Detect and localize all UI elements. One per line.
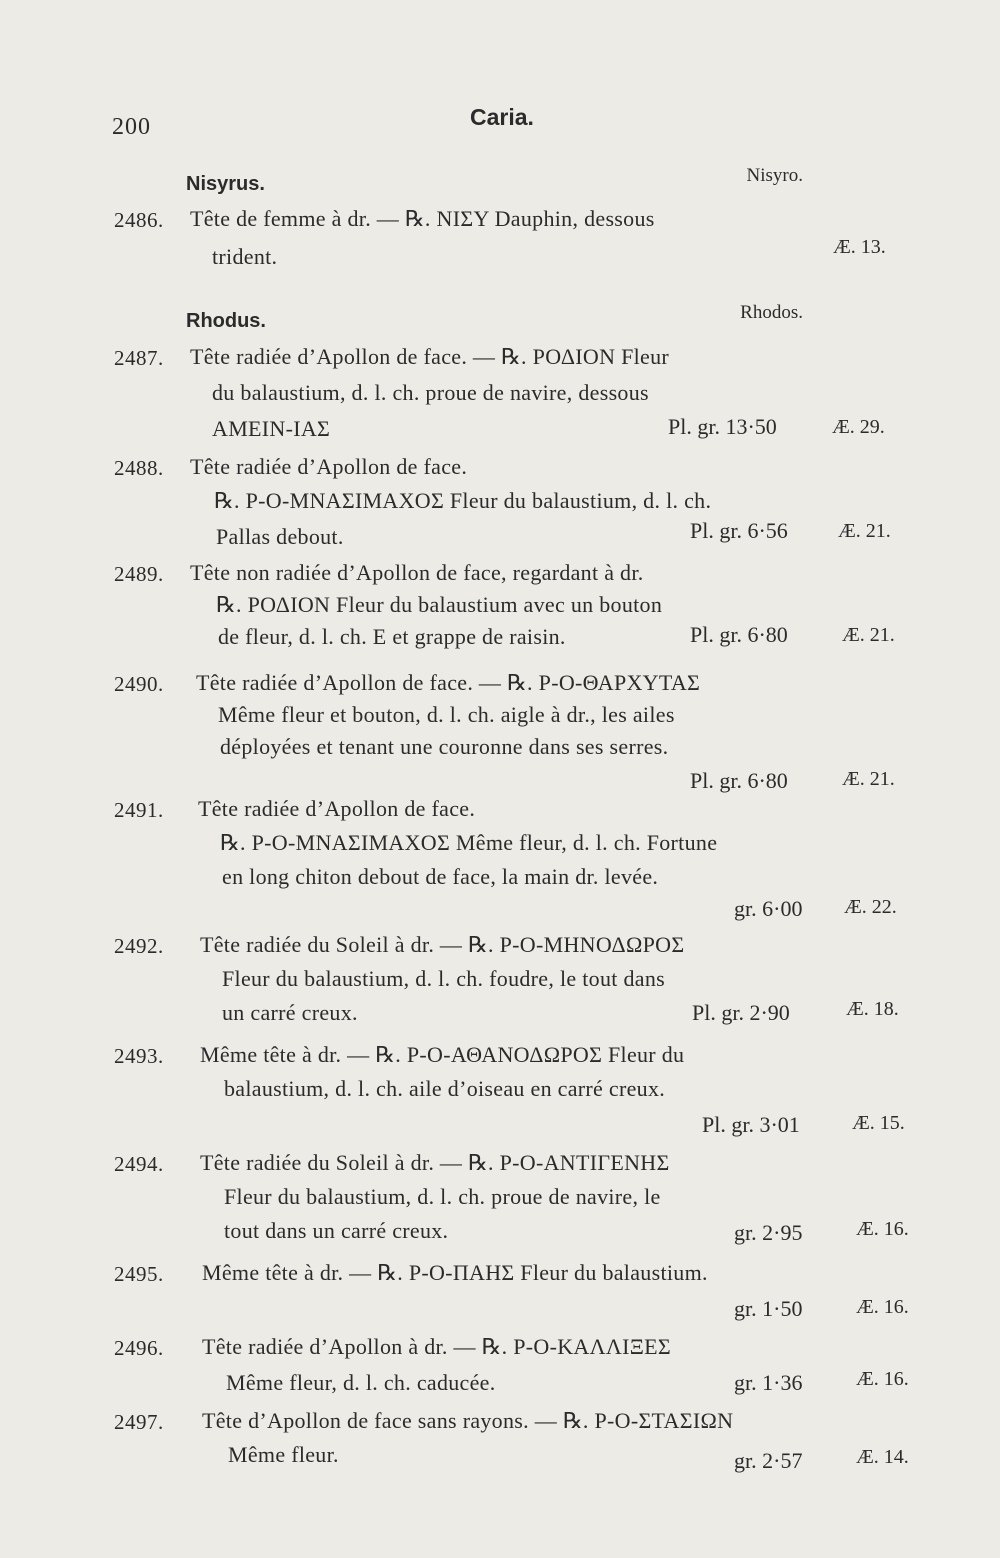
entry-line: Même tête à dr. — ℞. Ρ-Ο-ΠΑΗΣ Fleur du balaustium.: [202, 1260, 708, 1285]
entry-line: Tête radiée d’Apollon à dr. — ℞. Ρ-Ο-ΚΑΛΛΙΞΕΣ: [202, 1334, 672, 1359]
entry-line: Fleur du balaustium, d. l. ch. proue de navire, le: [224, 1184, 661, 1209]
entry-metal-size: Æ. 14.: [856, 1446, 909, 1468]
entry-number: 2492.: [114, 934, 164, 958]
entry-number: 2488.: [114, 456, 164, 480]
page-header: [0, 104, 1000, 144]
entry-line: ℞. Ρ-Ο-ΜΝΑΣΙΜΑΧΟΣ Même fleur, d. l. ch. Fortune: [220, 830, 718, 855]
entry-weight: Pl. gr. 3·01: [702, 1112, 800, 1137]
entry-line: Tête radiée d’Apollon de face. — ℞. Ρ-Ο-ΘΑΡΧΥΤΑΣ: [196, 670, 701, 695]
entry-metal-size: Æ. 16.: [856, 1368, 909, 1390]
entry-number: 2489.: [114, 562, 164, 586]
entry-line: du balaustium, d. l. ch. proue de navire, dessous: [212, 380, 649, 405]
page-number: 200: [112, 114, 151, 140]
entry-metal-size: Æ. 29.: [832, 416, 885, 438]
entry-line: Même fleur et bouton, d. l. ch. aigle à dr., les ailes: [218, 702, 675, 727]
entry-line: Tête radiée d’Apollon de face.: [190, 454, 468, 479]
entry-metal-size: Æ. 13.: [833, 236, 886, 258]
entry-line: Tête radiée du Soleil à dr. — ℞. Ρ-Ο-ΜΗΝΟΔΩΡΟΣ: [200, 932, 685, 957]
entry-line: Pallas debout.: [216, 524, 344, 549]
entry-line: Tête radiée d’Apollon de face.: [198, 796, 476, 821]
entry-line: Tête radiée d’Apollon de face. — ℞. ΡΟΔΙΟΝ Fleur: [190, 344, 670, 369]
entry-line: tout dans un carré creux.: [224, 1218, 449, 1243]
section-title: Nisyrus.: [186, 173, 265, 195]
entry-line: Même fleur.: [228, 1442, 339, 1467]
entry-line: de fleur, d. l. ch. Ε et grappe de raisin.: [218, 624, 566, 649]
entry-number: 2494.: [114, 1152, 164, 1176]
entry-weight: Pl. gr. 6·80: [690, 768, 788, 793]
entry-line: Tête radiée du Soleil à dr. — ℞. Ρ-Ο-ΑΝΤΙΓΕΝΗΣ: [200, 1150, 670, 1175]
entry-metal-size: Æ. 21.: [842, 624, 895, 646]
section-title: Rhodus.: [186, 310, 266, 332]
entry-metal-size: Æ. 18.: [846, 998, 899, 1020]
section-place: Nisyro.: [746, 165, 803, 186]
entry-weight: Pl. gr. 6·56: [690, 518, 788, 543]
entry-weight: gr. 2·57: [734, 1448, 803, 1473]
entry-number: 2491.: [114, 798, 164, 822]
entry-weight: Pl. gr. 13·50: [668, 414, 777, 439]
entry-line: Même tête à dr. — ℞. Ρ-Ο-ΑΘΑΝΟΔΩΡΟΣ Fleur du: [200, 1042, 685, 1067]
entry-weight: Pl. gr. 6·80: [690, 622, 788, 647]
entry-number: 2486.: [114, 208, 164, 232]
entry-metal-size: Æ. 16.: [856, 1218, 909, 1240]
running-head: Caria.: [470, 104, 534, 130]
entry-weight: gr. 2·95: [734, 1220, 803, 1245]
entry-number: 2490.: [114, 672, 164, 696]
entry-line: déployées et tenant une couronne dans ses serres.: [220, 734, 669, 759]
entry-weight: gr. 6·00: [734, 896, 803, 921]
section-rhodus: [0, 302, 1000, 342]
entry-line: Même fleur, d. l. ch. caducée.: [226, 1370, 496, 1395]
entry-number: 2493.: [114, 1044, 164, 1068]
section-nisyrus: [0, 165, 1000, 205]
entry-line: Tête de femme à dr. — ℞. ΝΙΣΥ Dauphin, dessous: [190, 206, 655, 231]
entry-line: Tête non radiée d’Apollon de face, regardant à dr.: [190, 560, 644, 585]
entry-line: trident.: [212, 244, 278, 269]
entry-line: Fleur du balaustium, d. l. ch. foudre, le tout dans: [222, 966, 665, 991]
entry-line: en long chiton debout de face, la main dr. levée.: [222, 864, 659, 889]
entry-line: ℞. ΡΟΔΙΟΝ Fleur du balaustium avec un bouton: [216, 592, 663, 617]
entry-number: 2487.: [114, 346, 164, 370]
entry-line: balaustium, d. l. ch. aile d’oiseau en carré creux.: [224, 1076, 666, 1101]
entry-number: 2497.: [114, 1410, 164, 1434]
entry-line: Tête d’Apollon de face sans rayons. — ℞. Ρ-Ο-ΣΤΑΣΙΩΝ: [202, 1408, 734, 1433]
entry-number: 2496.: [114, 1336, 164, 1360]
entry-line: ΑΜΕΙΝ-ΙΑΣ: [212, 416, 331, 441]
entry-weight: Pl. gr. 2·90: [692, 1000, 790, 1025]
entry-line: ℞. Ρ-Ο-ΜΝΑΣΙΜΑΧΟΣ Fleur du balaustium, d. l. ch.: [214, 488, 712, 513]
entry-metal-size: Æ. 15.: [852, 1112, 905, 1134]
entry-metal-size: Æ. 21.: [842, 768, 895, 790]
entry-number: 2495.: [114, 1262, 164, 1286]
entry-metal-size: Æ. 22.: [844, 896, 897, 918]
entry-weight: gr. 1·50: [734, 1296, 803, 1321]
entry-metal-size: Æ. 21.: [838, 520, 891, 542]
entry-weight: gr. 1·36: [734, 1370, 803, 1395]
entry-metal-size: Æ. 16.: [856, 1296, 909, 1318]
entry-line: un carré creux.: [222, 1000, 358, 1025]
section-place: Rhodos.: [740, 302, 803, 323]
